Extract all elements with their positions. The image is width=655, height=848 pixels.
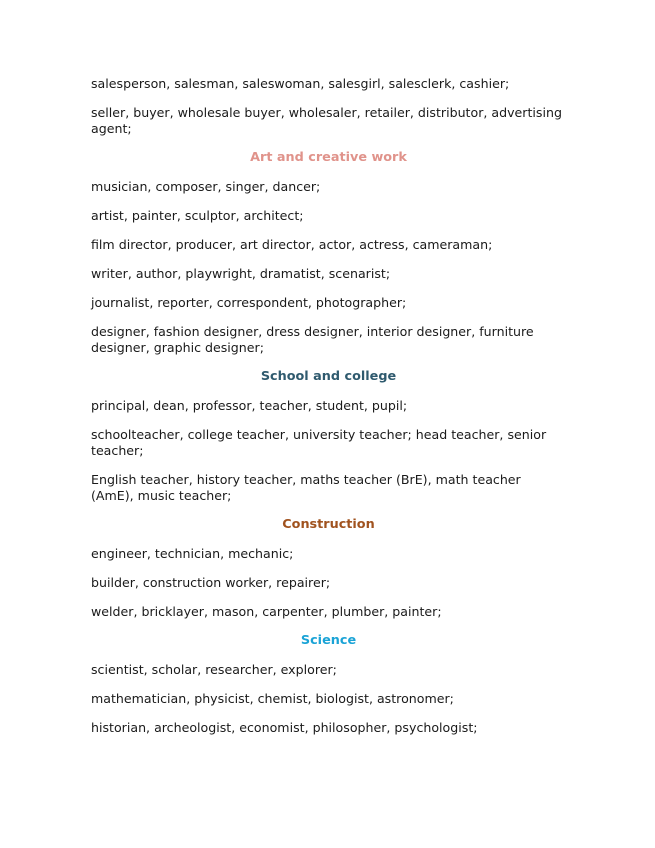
document-page (91, 76, 566, 749)
heading-science: Science (300, 633, 357, 648)
paragraph-science-2: mathematician, physicist, chemist, biologist, astronomer; (91, 691, 454, 706)
paragraph-art-5: journalist, reporter, correspondent, photographer; (91, 295, 407, 310)
section-art (91, 150, 566, 356)
paragraph-art-1: musician, composer, singer, dancer; (91, 179, 321, 194)
paragraph-art-2: artist, painter, sculptor, architect; (91, 208, 304, 223)
section-school (91, 369, 566, 504)
paragraph-school-1: principal, dean, professor, teacher, student, pupil; (91, 398, 408, 413)
paragraph-sales-2: seller, buyer, wholesale buyer, wholesaler, retailer, distributor, advertising agent; (91, 105, 562, 136)
paragraph-art-3: film director, producer, art director, actor, actress, cameraman; (91, 237, 493, 252)
paragraph-science-3: historian, archeologist, economist, philosopher, psychologist; (91, 720, 478, 735)
paragraph-construction-3: welder, bricklayer, mason, carpenter, plumber, painter; (91, 604, 442, 619)
paragraph-art-4: writer, author, playwright, dramatist, scenarist; (91, 266, 391, 281)
heading-school: School and college (260, 369, 397, 384)
paragraph-art-6: designer, fashion designer, dress designer, interior designer, furniture designer, graphic designer; (91, 324, 534, 355)
section-construction (91, 517, 566, 620)
paragraph-school-2: schoolteacher, college teacher, university teacher; head teacher, senior teacher; (91, 427, 547, 458)
heading-construction: Construction (282, 517, 375, 532)
paragraph-science-1: scientist, scholar, researcher, explorer; (91, 662, 337, 677)
heading-art: Art and creative work (250, 150, 407, 165)
paragraph-school-3: English teacher, history teacher, maths teacher (BrE), math teacher (AmE), music teacher; (91, 472, 521, 503)
paragraph-construction-2: builder, construction worker, repairer; (91, 575, 331, 590)
section-science (91, 633, 566, 736)
paragraph-sales-1: salesperson, salesman, saleswoman, salesgirl, salesclerk, cashier; (91, 76, 510, 91)
paragraph-construction-1: engineer, technician, mechanic; (91, 546, 294, 561)
